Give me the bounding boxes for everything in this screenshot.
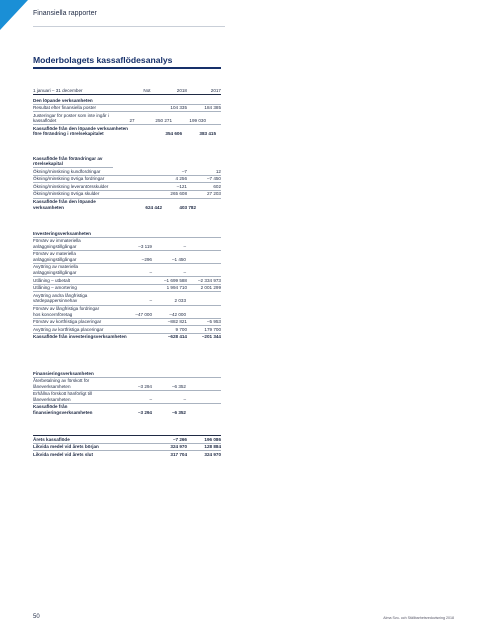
table-row: Förvärv av kortfristiga placeringar –882 821 –5 953 bbox=[33, 319, 221, 327]
table-row: Resultat efter finansiella poster 104 335 184 385 bbox=[33, 105, 221, 113]
section-working-capital bbox=[33, 155, 221, 211]
footer-text: Alma Svo- och Ställbarhetsredovisning 2018 bbox=[383, 616, 454, 620]
table-row: Justeringar för poster som inte ingår i kassaflödet 27 250 271 199 030 bbox=[33, 112, 221, 125]
section-heading: Finansieringsverksamheten bbox=[33, 370, 221, 378]
section-heading: Den löpande verksamheten bbox=[33, 97, 221, 105]
table-row: Utlåning – utbetalt –1 699 588 –2 334 973 bbox=[33, 277, 221, 285]
header-period: 1 januari – 31 december bbox=[33, 87, 83, 93]
table-header bbox=[33, 87, 221, 95]
section-operating bbox=[33, 97, 221, 138]
table-row: Avyttring av kortfristiga placeringar 9 700 179 700 bbox=[33, 326, 221, 334]
table-row: Förvärv av immateriella anläggningstillgångar –3 119 – bbox=[33, 238, 221, 251]
table-row: Erhållna förskott hänförligt till låneverksamheten – – bbox=[33, 391, 221, 404]
section-financing bbox=[33, 370, 221, 416]
table-row: Ökning/minskning kundfordringar –7 12 bbox=[33, 168, 221, 176]
table-row: Förvärv av långfristiga fordringar hos koncernföretag –47 000 –42 000 bbox=[33, 306, 221, 319]
total-row: Kassaflöde från investeringsverksamheten –628 414 –201 344 bbox=[33, 334, 221, 340]
table-row: Avyttring andra långfristiga värdepappersinnehav – 2 033 bbox=[33, 292, 221, 305]
page-number: 50 bbox=[33, 614, 40, 620]
header-year-2017: 2017 bbox=[210, 87, 221, 93]
corner-accent bbox=[0, 0, 28, 30]
table-row: Ökning/minskning leverantörsskulder –121 602 bbox=[33, 183, 221, 191]
running-header: Finansiella rapporter bbox=[33, 10, 97, 17]
header-divider bbox=[33, 26, 225, 27]
section-heading: Kassaflöde från förändringar av rörelsekapital bbox=[33, 155, 113, 168]
page-title: Moderbolagets kassaflödesanalys bbox=[33, 55, 173, 65]
section-heading: Investeringsverksamheten bbox=[33, 230, 221, 238]
table-row: Förvärv av materiella anläggningstillgångar –296 –1 450 bbox=[33, 251, 221, 264]
table-row: Utlåning – amortering 1 994 710 2 001 299 bbox=[33, 285, 221, 293]
table-row: Ökning/minskning övriga skulder 265 608 27 203 bbox=[33, 191, 221, 199]
header-year-2018: 2018 bbox=[176, 87, 187, 93]
title-rule bbox=[33, 67, 221, 69]
total-row: Kassaflöde från finansieringsverksamheten –3 294 –6 352 bbox=[33, 404, 186, 416]
header-note: Not bbox=[143, 87, 151, 93]
section-summary bbox=[33, 435, 221, 458]
total-row: Kassaflöde från den löpande verksamheten 624 442 403 782 bbox=[33, 199, 196, 210]
summary-row: Likvida medel vid årets slut 317 704 324 970 bbox=[33, 451, 221, 457]
total-row: Kassaflöde från den löpande verksamheten före förändring i rörelsekapitalet 354 606 383 415 bbox=[33, 125, 216, 137]
table-row: Ökning/minskning övriga fordringar 4 256 –7 450 bbox=[33, 176, 221, 184]
section-investing bbox=[33, 230, 221, 341]
summary-row: Årets kassaflöde –7 266 196 086 bbox=[33, 436, 221, 444]
table-row: Avyttring av materiella anläggningstillgångar – – bbox=[33, 264, 221, 277]
summary-row: Likvida medel vid årets början 324 970 128 884 bbox=[33, 444, 221, 452]
table-row: Återbetalning av förskott för låneverksamheten –3 294 –6 352 bbox=[33, 378, 221, 391]
